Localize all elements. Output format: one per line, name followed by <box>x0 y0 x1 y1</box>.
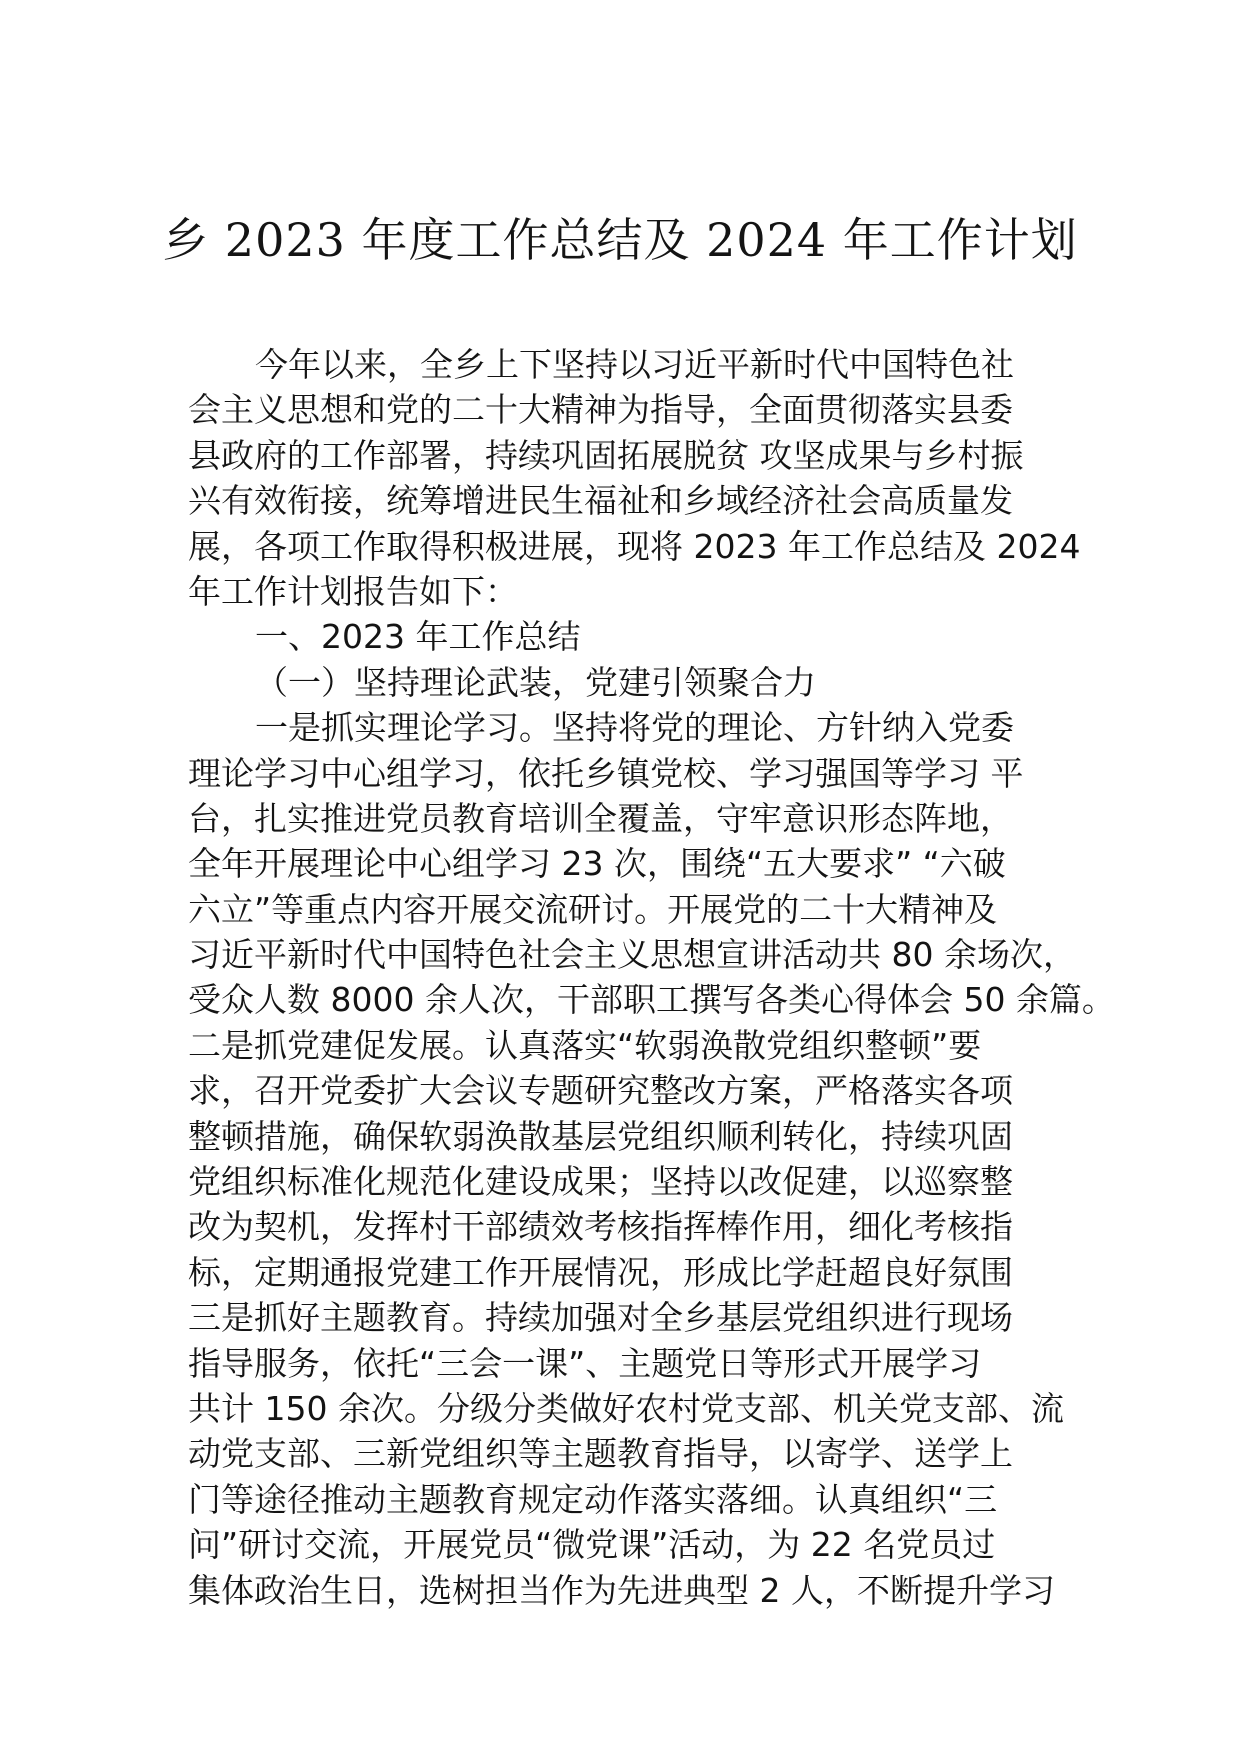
body-line: 标，定期通报党建工作开展情况，形成比学赶超良好氛围 <box>188 1252 1013 1292</box>
body-line: 指导服务，依托“三会一课”、主题党日等形式开展学习 <box>188 1343 982 1383</box>
subsection-heading: （一）坚持理论武装，党建引领聚合力 <box>255 662 816 702</box>
body-line: 展，各项工作取得积极进展，现将 2023 年工作总结及 2024 <box>188 526 1081 566</box>
body-line: 门等途径推动主题教育规定动作落实落细。认真组织“三 <box>188 1479 998 1519</box>
body-line: 党组织标准化规范化建设成果；坚持以改促建，以巡察整 <box>188 1162 1013 1202</box>
body-line: 县政府的工作部署，持续巩固拓展脱贫 攻坚成果与乡村振 <box>188 435 1024 475</box>
body-line: 三是抓好主题教育。持续加强对全乡基层党组织进行现场 <box>188 1298 1013 1338</box>
body-line: 整顿措施，确保软弱涣散基层党组织顺利转化，持续巩固 <box>188 1116 1013 1156</box>
body-line: 共计 150 余次。分级分类做好农村党支部、机关党支部、流 <box>188 1388 1064 1428</box>
body-line: 台，扎实推进党员教育培训全覆盖，守牢意识形态阵地， <box>188 798 1013 838</box>
body-line: 年工作计划报告如下： <box>188 571 518 611</box>
body-line: 六立”等重点内容开展交流研讨。开展党的二十大精神及 <box>188 889 998 929</box>
body-line: 习近平新时代中国特色社会主义思想宣讲活动共 80 余场次， <box>188 935 1076 975</box>
body-line: 问”研讨交流，开展党员“微党课”活动，为 22 名党员过 <box>188 1525 996 1565</box>
body-line: 今年以来，全乡上下坚持以习近平新时代中国特色社 <box>255 345 1014 384</box>
body-line: 动党支部、三新党组织等主题教育指导，以寄学、送学上 <box>188 1434 1013 1474</box>
body-line: 兴有效衔接，统筹增进民生福祉和乡域经济社会高质量发 <box>188 481 1013 521</box>
body-line: 理论学习中心组学习，依托乡镇党校、学习强国等学习 平 <box>188 753 1024 793</box>
document-title: 乡 2023 年度工作总结及 2024 年工作计划 <box>162 213 1078 267</box>
body-line: 集体政治生日，选树担当作为先进典型 2 人，不断提升学习 <box>188 1570 1055 1610</box>
body-line: 会主义思想和党的二十大精神为指导，全面贯彻落实县委 <box>188 390 1013 430</box>
body-line: 受众人数 8000 余人次，干部职工撰写各类心得体会 50 余篇。 <box>188 980 1115 1020</box>
document-body <box>0 342 1240 1613</box>
body-line: 改为契机，发挥村干部绩效考核指挥棒作用，细化考核指 <box>188 1207 1013 1247</box>
section-heading: 一、2023 年工作总结 <box>255 617 581 657</box>
body-line: 全年开展理论中心组学习 23 次，围绕“五大要求” “六破 <box>188 844 1006 884</box>
body-line: 二是抓党建促发展。认真落实“软弱涣散党组织整顿”要 <box>188 1025 982 1065</box>
body-line: 求，召开党委扩大会议专题研究整改方案，严格落实各项 <box>188 1071 1013 1111</box>
body-line: 一是抓实理论学习。坚持将党的理论、方针纳入党委 <box>255 708 1014 748</box>
